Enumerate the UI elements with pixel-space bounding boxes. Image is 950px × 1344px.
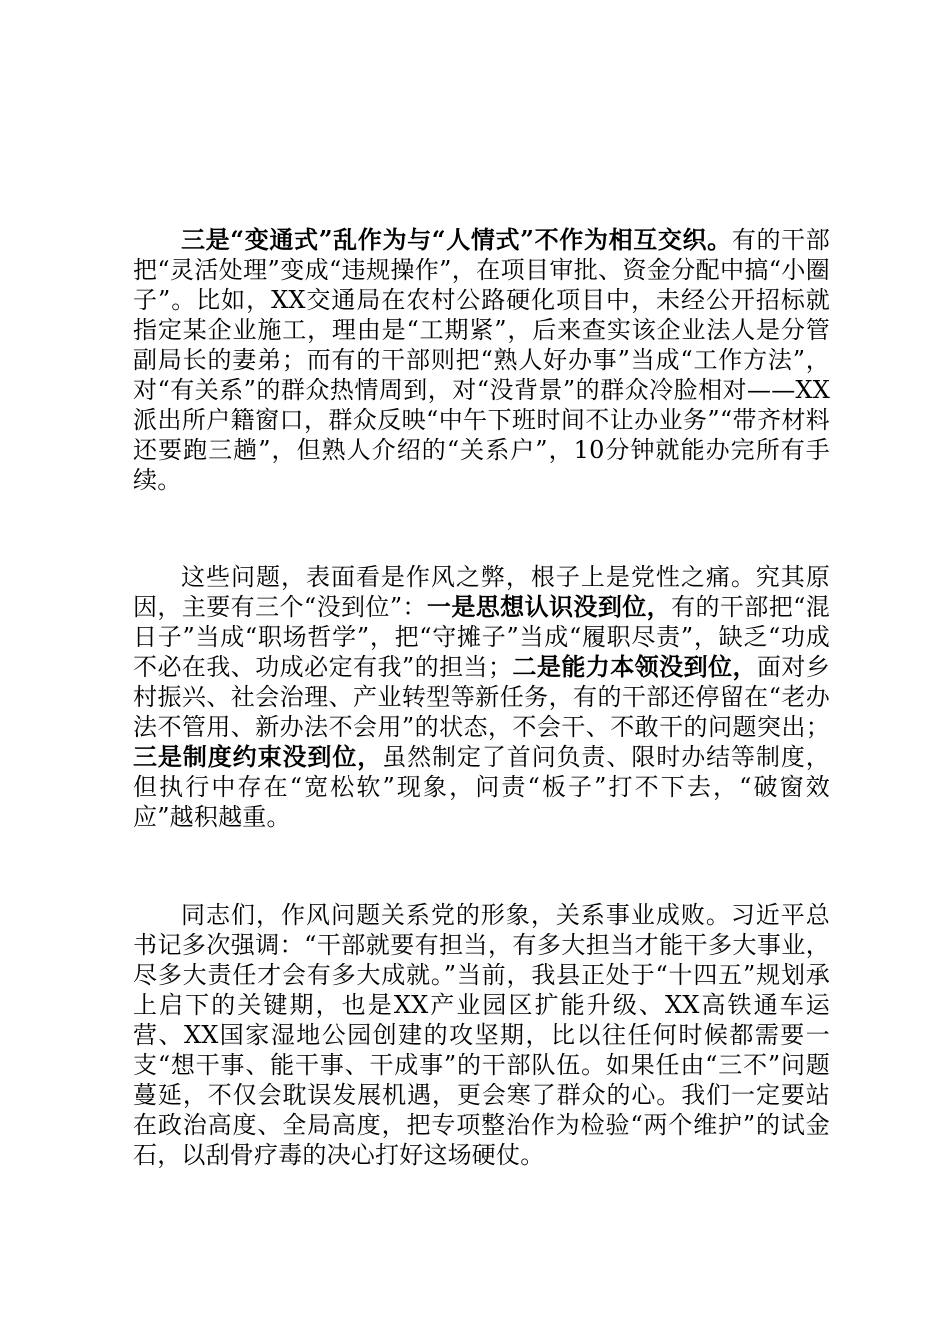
paragraph-2-point-3-heading: 三是制度约束没到位，: [133, 742, 383, 771]
paragraph-2-point-1-heading: 一是思想认识没到位，: [426, 592, 672, 621]
paragraph-2: [133, 562, 830, 832]
paragraph-2-point-2-heading: 二是能力本领没到位，: [512, 652, 757, 681]
paragraph-3-body: 同志们，作风问题关系党的形象，关系事业成败。习近平总书记多次强调：“干部就要有担当，有多大担当才能干多大事业，尽多大责任才会有多大成就。”当前，我县正处于“十四五”规划承上启下的关键期，也是XX产业园区扩能升级、XX高铁通车运营、XX国家湿地公园创建的攻坚期，比以往任何时候都需要一支“想干事、能干事、干成事”的干部队伍。如果任由“三不”问题蔓延，不仅会耽误发展机遇，更会寒了群众的心。我们一定要站在政治高度、全局高度，把专项整治作为检验“两个维护”的试金石，以刮骨疗毒的决心打好这场硬仗。: [133, 901, 830, 1169]
paragraph-1-body: 有的干部把“灵活处理”变成“违规操作”，在项目审批、资金分配中搞“小圈子”。比如，XX交通局在农村公路硬化项目中，未经公开招标就指定某企业施工，理由是“工期紧”，后来查实该企业法人是分管副局长的妻弟；而有的干部则把“熟人好办事”当成“工作方法”，对“有关系”的群众热情周到，对“没背景”的群众冷脸相对——XX派出所户籍窗口，群众反映“中午下班时间不让办业务”“带齐材料还要跑三趟”，但熟人介绍的“关系户”，10分钟就能办完所有手续。: [133, 226, 830, 494]
paragraph-2-point-3-body: 虽然制定了首问负责、限时办结等制度，但执行中存在“宽松软”现象，问责“板子”打不下去，“破窗效应”越积越重。: [133, 743, 830, 831]
paragraph-2-point-1-body: 有的干部把“混日子”当成“职场哲学”，把“守摊子”当成“履职尽责”，缺乏“功成不必在我、功成必定有我”的担当；: [133, 593, 831, 681]
paragraph-2-intro: 这些问题，表面看是作风之弊，根子上是党性之痛。究其原因，主要有三个“没到位”：: [133, 563, 830, 621]
paragraph-2-point-2-body: 面对乡村振兴、社会治理、产业转型等新任务，有的干部还停留在“老办法不管用、新办法不会用”的状态，不会干、不敢干的问题突出；: [133, 653, 831, 741]
paragraph-3: [133, 900, 830, 1170]
paragraph-1: [133, 225, 830, 495]
paragraph-1-heading: 三是“变通式”乱作为与“人情式”不作为相互交织。: [181, 225, 732, 254]
